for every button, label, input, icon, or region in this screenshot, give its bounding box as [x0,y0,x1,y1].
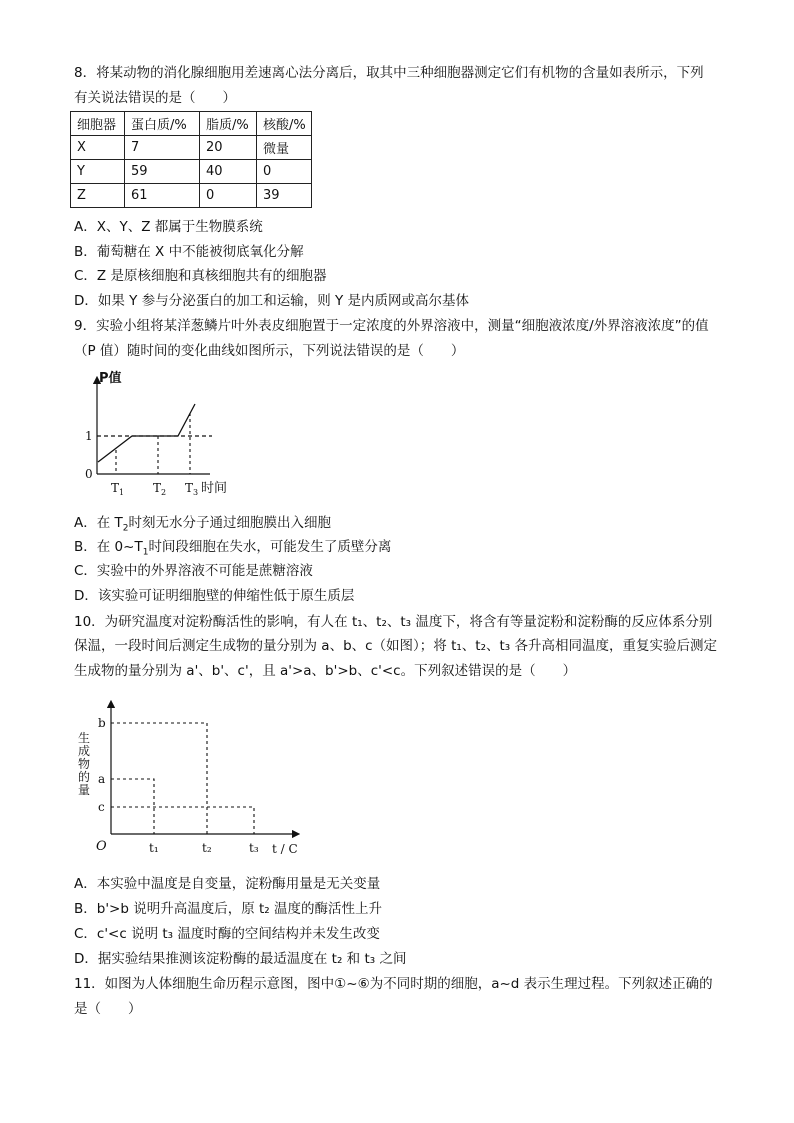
x-tick-t2: t₂ [202,841,212,855]
table-header-cell: 蛋白质/% [125,112,200,136]
x-tick-t3: t₃ [249,841,259,855]
q9-stem-line1: 9．实验小组将某洋葱鳞片叶外表皮细胞置于一定浓度的外界溶液中，测量“细胞液浓度/外界溶液浓度”的值 [74,318,709,334]
x-axis-label: 时间 [201,481,228,496]
q9-p-value-figure [70,368,250,503]
table-header-cell: 细胞器 [71,112,125,136]
table-cell: 39 [257,184,312,208]
table-header-cell: 核酸/% [257,112,312,136]
q8-option-c: C．Z 是原核细胞和真核细胞共有的细胞器 [74,268,327,284]
x-tick-t3: $T_3$ [185,481,199,497]
q9-stem-line2: （P 值）随时间的变化曲线如图所示，下列说法错误的是（ ） [74,343,465,359]
q10-option-d: D．据实验结果推测该淀粉酶的最适温度在 t₂ 和 t₃ 之间 [74,951,407,967]
y-tick-b: b [98,716,106,730]
table-cell: 61 [125,184,200,208]
q9-option-b: B．在 $0\sim T_1$时间段细胞在失水，可能发生了质壁分离 [74,539,392,558]
x-tick-t2: $T_2$ [153,481,167,497]
y-tick-c: c [98,800,105,814]
table-cell: 20 [200,136,257,160]
q8-stem-line2: 有关说法错误的是（ ） [74,90,236,106]
q8-stem-line1: 8．将某动物的消化腺细胞用差速离心法分离后，取其中三种细胞器测定它们有机物的含量如表所示，下列 [74,65,704,81]
table-row [71,184,312,208]
q9-option-a: A．在 $T_2$时刻无水分子通过细胞膜出入细胞 [74,515,332,534]
p-value-curve [98,404,195,462]
q8-option-a: A．X、Y、Z 都属于生物膜系统 [74,219,263,235]
q9-option-d: D．该实验可证明细胞壁的伸缩性低于原生质层 [74,588,355,604]
table-cell: Y [71,160,125,184]
table-row [71,136,312,160]
x-tick-t1: $T_1$ [111,481,125,497]
q10-stem-line2: 保温，一段时间后测定生成物的量分别为 a、b、c（如图）；将 t₁、t₂、t₃ 各升高相同温度，重复实验后测定 [74,638,718,654]
q8-option-d: D．如果 Y 参与分泌蛋白的加工和运输，则 Y 是内质网或高尔基体 [74,293,470,309]
q9-option-c: C．实验中的外界溶液不可能是蔗糖溶液 [74,563,313,579]
q10-stem-line1: 10．为研究温度对淀粉酶活性的影响，有人在 t₁、t₂、t₃ 温度下，将含有等量淀粉和淀粉酶的反应体系分别 [74,614,713,630]
y-axis-label: P值 [99,371,122,386]
table-cell: X [71,136,125,160]
table-cell: 59 [125,160,200,184]
table-cell: Z [71,184,125,208]
q11-stem-line2: 是（ ） [74,1001,142,1017]
table-cell: 0 [257,160,312,184]
table-header-cell: 脂质/% [200,112,257,136]
q8-organelle-table [70,111,312,208]
table-cell: 40 [200,160,257,184]
table-cell: 0 [200,184,257,208]
q10-product-figure [74,700,314,860]
table-cell: 7 [125,136,200,160]
q10-option-b: B．b'>b 说明升高温度后，原 t₂ 温度的酶活性上升 [74,901,383,917]
q8-option-b: B．葡萄糖在 X 中不能被彻底氧化分解 [74,244,304,260]
y-tick-1: 1 [85,429,93,443]
q10-option-c: C．c'<c 说明 t₃ 温度时酶的空间结构并未发生改变 [74,926,380,942]
table-header-row [71,112,312,136]
y-tick-a: a [98,772,106,786]
table-cell: 微量 [257,136,312,160]
q10-stem-line3: 生成物的量分别为 a'、b'、c'，且 a'>a、b'>b、c'<c。下列叙述错误的是（ ） [74,663,577,679]
origin-label: 0 [85,467,93,481]
x-axis-label: t / C [272,842,298,856]
q11-stem-line1: 11．如图为人体细胞生命历程示意图，图中①~⑥为不同时期的细胞，a~d 表示生理过程。下列叙述正确的 [74,976,713,992]
q10-option-a: A．本实验中温度是自变量，淀粉酶用量是无关变量 [74,876,381,892]
x-tick-t1: t₁ [149,841,159,855]
c-level-guide [111,807,254,834]
origin-label: O [96,839,107,854]
y-axis-label: 生成物的量 [77,731,91,797]
table-row [71,160,312,184]
